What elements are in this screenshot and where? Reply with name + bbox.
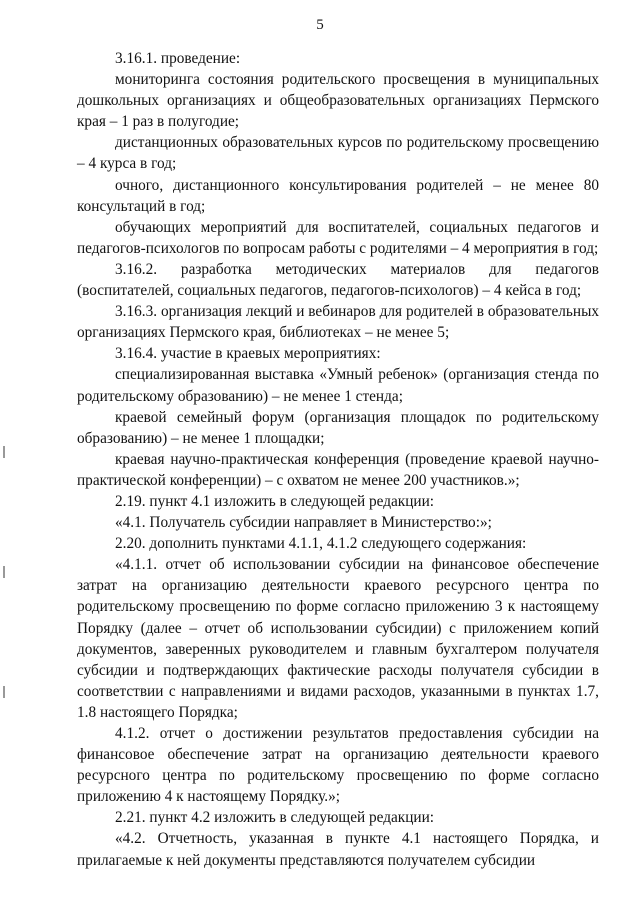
paragraph-monitoring: мониторинга состояния родительского просвещения в муниципальных дошкольных организациях и общеобразовательных организациях Пермского края – 1 раз в полугодие; (77, 71, 599, 131)
paragraph-4-1-2: 4.1.2. отчет о достижении результатов предоставления субсидии на финансовое обеспечение затрат на организацию деятельности краевого ресурсного центра по родительскому просвещению по форме согласно приложению 4 к настоящему Порядку.»; (77, 725, 599, 806)
scan-edge-mark (3, 566, 5, 578)
paragraph-2-19: 2.19. пункт 4.1 изложить в следующей редакции: (115, 492, 435, 510)
paragraph-4-1: «4.1. Получатель субсидии направляет в Министерство:»; (115, 514, 492, 532)
paragraph-family-forum: краевой семейный форум (организация площадок по родительскому образованию) – не менее 1 площадки; (77, 408, 599, 447)
paragraph-4-1-1: «4.1.1. отчет об использовании субсидии на финансовое обеспечение затрат на организацию деятельности краевого ресурсного центра по родительскому просвещению по форме согласно приложению 3 к настоящему Порядку (далее – отчет об использовании субсидии) с приложением копий документов, заверенных руководителем и главным бухгалтером получателя субсидии и подтверждающих фактические расходы получателя субсидии в соответствии с направлениями и видами расходов, указанными в пунктах 1.7, 1.8 настоящего Порядка; (77, 556, 599, 721)
scan-edge-mark (3, 686, 5, 698)
paragraph-distance-courses: дистанционных образовательных курсов по родительскому просвещению – 4 курса в год; (77, 134, 599, 173)
scan-edge-mark (3, 446, 5, 458)
paragraph-training-events: обучающих мероприятий для воспитателей, социальных педагогов и педагогов-психологов по вопросам работы с родителями – 4 мероприятия в год; (77, 218, 599, 257)
page-number: 5 (316, 17, 324, 33)
paragraph-3-16-1: 3.16.1. проведение: (115, 50, 241, 67)
paragraph-4-2: «4.2. Отчетность, указанная в пункте 4.1 настоящего Порядка, и прилагаемые к ней документы представляются получателем субсидии (77, 830, 599, 869)
paragraph-3-16-4: 3.16.4. участие в краевых мероприятиях: (115, 345, 381, 363)
paragraph-2-20: 2.20. дополнить пунктами 4.1.1, 4.1.2 следующего содержания: (115, 535, 527, 553)
paragraph-3-16-3: 3.16.3. организация лекций и вебинаров для родителей в образовательных организациях Пермского края, библиотеках – не менее 5; (77, 303, 599, 342)
paragraph-exhibition: специализированная выставка «Умный ребенок» (организация стенда по родительскому образованию) – не менее 1 стенда; (77, 366, 599, 405)
paragraph-2-21: 2.21. пункт 4.2 изложить в следующей редакции: (115, 809, 435, 827)
paragraph-conference: краевая научно-практическая конференция (проведение краевой научно-практической конференции) – с охватом не менее 200 участников.»; (77, 450, 599, 489)
paragraph-consulting: очного, дистанционного консультирования родителей – не менее 80 консультаций в год; (77, 176, 599, 215)
paragraph-3-16-2: 3.16.2. разработка методических материалов для педагогов (воспитателей, социальных педагогов, педагогов-психологов) – 4 кейса в год; (77, 260, 599, 300)
document-body (77, 48, 599, 871)
